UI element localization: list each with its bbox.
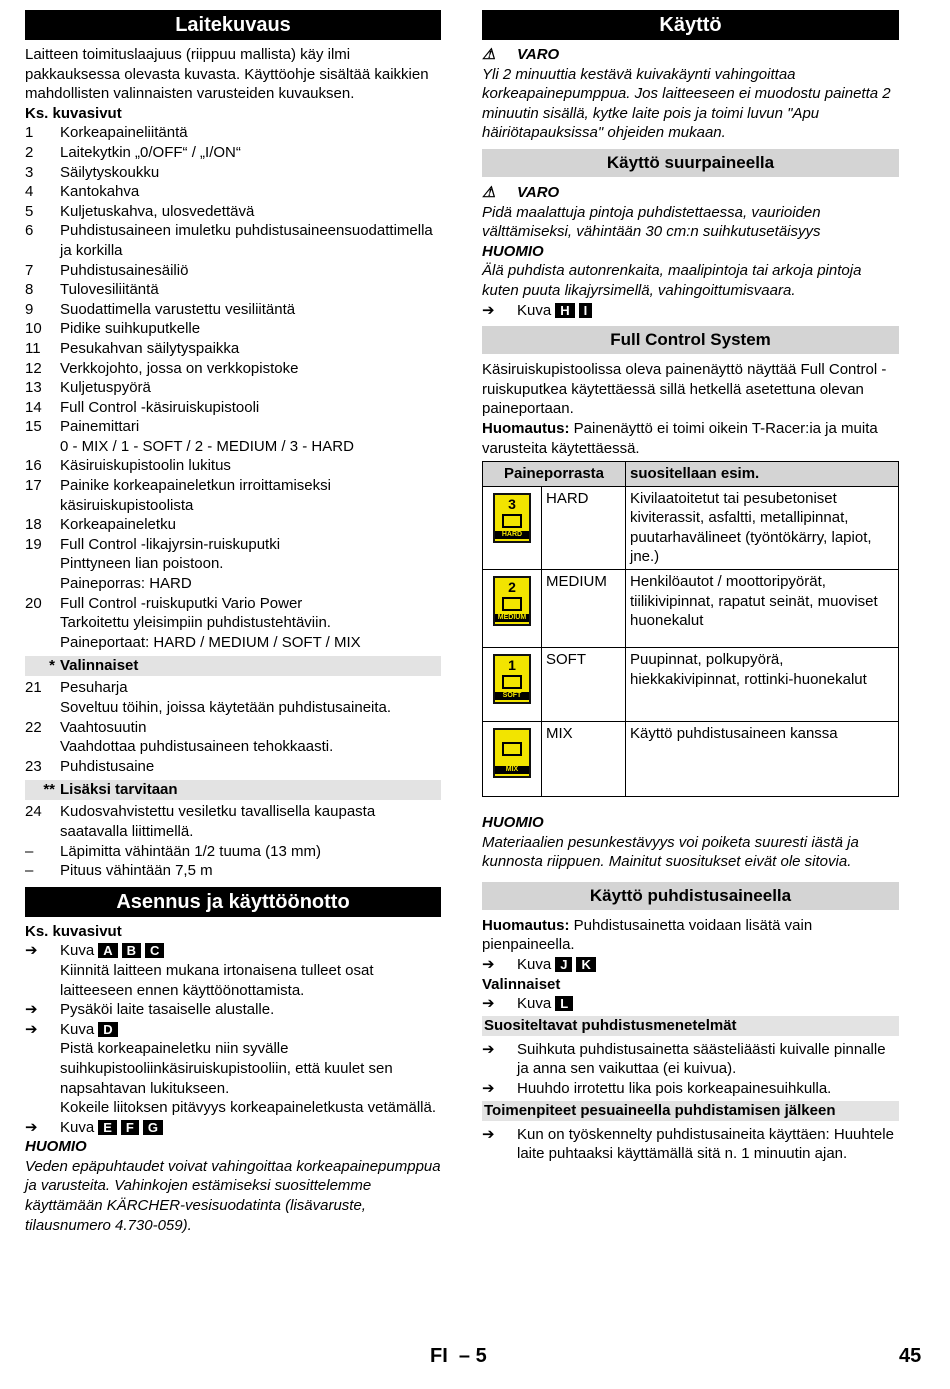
level-description: Henkilöautot / moottoripyörät, tiilikivipinnat, rapatut seinät, muoviset huonekalut [626,570,899,648]
arrow-icon: ➔ [482,1125,495,1143]
warning-label: VARO [517,183,560,201]
arrow-icon: ➔ [482,956,495,974]
item-number: 19 [25,535,42,553]
item-number [25,554,60,574]
item-text: Puhdistusaineen imuletku puhdistusaineensuodattimella ja korkilla [60,222,433,259]
left-column [25,10,441,1235]
item-number: 6 [25,222,34,240]
list-item [25,802,441,841]
item-text: Soveltuu töihin, joissa käytetään puhdistusaineita. [60,699,392,716]
step-text: Pysäköi laite tasaiselle alustalle. [60,1001,275,1019]
item-number: 3 [25,163,34,181]
list-item [25,182,441,202]
right-column [482,10,899,1164]
item-text: Pesuharja [60,679,128,697]
list-item [25,202,441,222]
item-text: Kudosvahvistettu vesiletku tavallisella kaupasta saatavalla liittimellä. [60,803,376,840]
star-marker: * [49,657,55,675]
figure-ref [482,301,899,321]
note-heading: HUOMIO [482,814,544,832]
item-number: 12 [25,359,42,377]
step-text: Kiinnitä laitteen mukana irtonaisena tulleet osat laitteeseen ennen käyttöönottamista. [60,961,374,999]
icon-graphic [502,597,522,611]
item-text: Kantokahva [60,183,140,201]
item-text: Tarkoitettu yleisimpiin puhdistustehtäviin. [60,614,331,632]
list-item [25,554,441,574]
note-text: Materiaalien pesunkestävyys voi poiketa suuresti iästä ja kunnosta riippuen. Mainitut suositukset eivät ole sitovia. [482,833,859,871]
list-item [25,476,441,515]
pressure-hard-icon [493,493,531,543]
figure-key: K [576,957,595,972]
figure-ref [25,941,441,961]
level-description: Puupinnat, polkupyörä, hiekkakivipinnat, rottinki-huonekalut [626,648,899,722]
section-heading: Käyttö suurpaineella [482,149,899,177]
item-text: 0 - MIX / 1 - SOFT / 2 - MEDIUM / 3 - HARD [60,437,354,455]
step [25,1039,441,1098]
optional-list [25,678,441,776]
figure-key: D [98,1022,117,1037]
level-name: SOFT [542,648,626,722]
item-text: Vaahdottaa puhdistusaineen tehokkaasti. [60,738,334,756]
method-item [482,1079,899,1099]
item-text: Full Control -likajyrsin-ruiskuputki [60,535,281,553]
item-text: Painemittari [60,418,140,436]
warning-heading [482,183,899,203]
paragraph [482,916,899,955]
item-number: 15 [25,418,42,436]
item-text: Korkeapaineletku [60,516,176,534]
item-text: Säilytyskoukku [60,163,160,181]
icon-digit: 3 [508,495,516,512]
figure-key: G [143,1120,163,1135]
figure-key: J [555,957,572,972]
item-text: Korkeapaineliitäntä [60,124,188,142]
step [25,1000,441,1020]
item-text: Pesukahvan säilytyspaikka [60,339,240,357]
figure-ref [482,994,899,1014]
item-number: 8 [25,281,34,299]
item-number [25,633,60,653]
arrow-icon: ➔ [482,301,495,319]
item-number: 13 [25,379,42,397]
warning-heading [482,45,899,65]
icon-graphic [502,514,522,528]
list-item [25,594,441,614]
item-number: 21 [25,679,42,697]
item-number [25,437,60,457]
warning-icon: ⚠ [482,46,496,63]
subsection-heading: Suositeltavat puhdistusmenetelmät [482,1016,899,1036]
method-text: Kun on työskennelty puhdistusaineita käyttäen: Huuhtele laite puhtaaksi käyttämällä sitä n. 1 minuutin ajan. [517,1125,894,1163]
figure-label: Kuva [517,956,552,974]
level-description: Kivilaatoitetut tai pesubetoniset kiviterassit, asfaltti, metallipinnat, puutarhavälineet (työntökärry, lapiot, jne.) [626,486,899,569]
list-item [25,535,441,555]
pressure-soft-icon [493,654,531,704]
icon-label: SOFT [495,692,529,700]
list-item [25,842,441,862]
subsection-heading: Toimenpiteet pesuaineella puhdistamisen jälkeen [482,1101,899,1121]
list-item [25,515,441,535]
list-item [25,143,441,163]
list-item [25,359,441,379]
item-text: Paineporras: HARD [60,575,192,593]
item-number: 4 [25,183,34,201]
arrow-icon: ➔ [482,995,495,1013]
table-header: suositellaan esim. [626,462,899,487]
page-number: 45 [899,1345,922,1367]
item-text: Vaahtosuutin [60,718,147,736]
note-text: Puhdistusainetta voidaan lisätä vain pienpaineella. [482,916,813,954]
note-text: Älä puhdista autonrenkaita, maalipintoja tai arkoja pintoja kuten puuta likajyrsimellä, vahingoittumisvaara. [482,262,862,299]
item-number: 1 [25,124,34,142]
item-text: Paineportaat: HARD / MEDIUM / SOFT / MIX [60,633,361,651]
figure-label: Kuva [60,942,95,960]
figure-key: B [122,943,141,958]
arrow-icon: ➔ [25,1020,38,1038]
note-text: Veden epäpuhtaudet voivat vahingoittaa korkeapainepumppua ja varusteita. Vahinkojen estämiseksi suosittelemme käyttämään KÄRCHER-vesisuodatinta (lisävaruste, tilausnumero 4.730-059). [25,1157,441,1234]
item-text: Full Control -käsiruiskupistooli [60,398,260,416]
item-text: Laitekytkin „0/OFF“ / „I/ON“ [60,143,241,161]
item-number: 10 [25,320,42,338]
item-text: Tulovesiliitäntä [60,281,159,299]
section-page: – 5 [458,1345,487,1367]
section-heading: Full Control System [482,326,899,354]
list-item [25,718,441,738]
step-text: Pistä korkeapaineletku niin syvälle suihkupistooliinkäsiruiskupistooliin, että kuulet sen napsahtavan lukitukseen. [60,1040,393,1097]
item-number: 9 [25,300,34,318]
list-item [25,280,441,300]
item-number: 20 [25,594,42,612]
list-item [25,300,441,320]
step [25,1098,441,1118]
list-item [25,737,441,757]
arrow-icon: ➔ [25,1001,38,1019]
icon-cell [483,570,542,648]
optional-label: Valinnaiset [60,657,139,675]
icon-graphic [502,742,522,756]
figure-key: C [145,943,164,958]
figure-ref [25,1118,441,1138]
item-number: 2 [25,143,34,161]
figure-key: H [555,303,574,318]
list-item [25,339,441,359]
footer-lang [430,1347,487,1367]
warning-icon: ⚠ [482,183,496,201]
icon-digit: 2 [508,579,516,596]
item-number: 24 [25,803,42,821]
table-header: Paineporrasta [483,462,626,487]
figure-label: Kuva [60,1020,95,1038]
item-text: Käsiruiskupistoolin lukitus [60,457,231,475]
item-number: 17 [25,477,42,495]
method-text: Suihkuta puhdistusainetta säästeliäästi kuivalle pinnalle ja anna sen vaikuttaa (ei kuivua). [517,1040,886,1078]
note-heading: HUOMIO [25,1138,87,1156]
section-heading: Käyttö puhdistusaineella [482,882,899,910]
list-item [25,319,441,339]
icon-cell [483,648,542,722]
list-item [25,398,441,418]
pressure-mix-icon [493,728,531,778]
note-label: Huomautus: [482,916,570,934]
figure-label: Kuva [517,301,552,319]
step-text: Kokeile liitoksen pitävyys korkeapaineletkusta vetämällä. [60,1099,437,1117]
pressure-medium-icon [493,576,531,626]
required-header [25,780,441,800]
item-text: Pituus vähintään 7,5 m [60,862,213,880]
icon-cell [483,486,542,569]
figure-key: I [579,303,593,318]
see-pages: Ks. kuvasivut [25,922,122,940]
required-list [25,802,441,880]
arrow-icon: ➔ [482,1080,495,1097]
list-item [25,163,441,183]
item-number [25,613,60,633]
table-row [483,570,899,648]
paragraph [482,419,899,458]
warning-text: Yli 2 minuuttia kestävä kuivakäynti vahingoittaa korkeapainepumppua. Jos laitteeseen ei muodostu painetta 2 minuutin sisällä, kytke laite pois ja toimi luvun "Apu häiriötapauksissa" ohjeiden mukaan. [482,65,891,142]
list-item [25,456,441,476]
table-row [483,486,899,569]
item-number [25,737,60,757]
item-text: Pidike suihkuputkelle [60,320,201,338]
item-text: Puhdistusainesäiliö [60,261,189,279]
list-item [25,613,441,633]
icon-label: MEDIUM [495,614,529,622]
list-item [25,417,441,437]
optional-label: Valinnaiset [482,975,561,993]
item-number: – [25,862,34,880]
icon-graphic [502,675,522,689]
figure-key: L [555,996,573,1011]
method-item [482,1125,899,1164]
star-marker: ** [43,781,55,799]
figure-key: E [98,1120,117,1135]
list-item [25,678,441,698]
figure-label: Kuva [517,995,552,1013]
figure-key: A [98,943,117,958]
icon-label: HARD [495,531,529,539]
list-item [25,378,441,398]
section-heading: Asennus ja käyttöönotto [25,887,441,917]
section-heading: Käyttö [482,10,899,40]
see-pages: Ks. kuvasivut [25,104,122,122]
item-number [25,574,60,594]
item-number: 7 [25,261,34,279]
warning-text: Pidä maalattuja pintoja puhdistettaessa, vaurioiden välttämiseksi, vähintään 30 cm:n suihkutusetäisyys [482,203,821,241]
note-heading: HUOMIO [482,242,544,260]
figure-ref [482,955,899,975]
item-text: Suodattimella varustettu vesiliitäntä [60,300,296,318]
warning-label: VARO [517,46,560,63]
item-number: 18 [25,516,42,534]
level-name: HARD [542,486,626,569]
pressure-table [482,461,899,797]
method-item [482,1040,899,1079]
item-number: 23 [25,757,42,775]
item-text: Pinttyneen lian poistoon. [60,555,224,573]
item-number: 11 [25,339,41,357]
item-number: 22 [25,718,42,736]
paragraph: Käsiruiskupistoolissa oleva painenäyttö näyttää Full Control -ruiskuputkea käytettäessä sillä hetkellä asetettuna olevan paineportaan. [482,361,887,418]
item-number: 16 [25,457,42,475]
table-row [483,722,899,797]
icon-cell [483,722,542,797]
item-text: Kuljetuspyörä [60,379,151,397]
list-item [25,123,441,143]
list-item [25,221,441,260]
required-label: Lisäksi tarvitaan [60,781,178,799]
item-text: Verkkojohto, jossa on verkkopistoke [60,359,299,377]
list-item [25,861,441,881]
optional-header [25,656,441,676]
item-number: – [25,842,34,860]
note-label: Huomautus: [482,419,570,437]
figure-ref [25,1020,441,1040]
step [25,961,441,1000]
section-heading: Laitekuvaus [25,10,441,40]
item-number: 5 [25,202,34,220]
list-item [25,437,441,457]
item-number [25,698,60,718]
arrow-icon: ➔ [25,942,38,960]
note-text: Painenäyttö ei toimi oikein T-Racer:ia ja muita varusteita käytettäessä. [482,419,878,457]
list-item [25,261,441,281]
level-name: MIX [542,722,626,797]
item-text: Full Control -ruiskuputki Vario Power [60,594,303,612]
method-text: Huuhdo irrotettu lika pois korkeapainesuihkulla. [517,1080,832,1097]
arrow-icon: ➔ [25,1118,38,1136]
item-text: Kuljetuskahva, ulosvedettävä [60,202,255,220]
item-number: 14 [25,398,42,416]
icon-label: MIX [495,766,529,774]
intro-text: Laitteen toimituslaajuus (riippuu mallista) käy ilmi pakkauksessa olevasta kuvasta. Käyttöohje sisältää kaikkien mahdollisten valinnaisten varusteiden kuvauksen. [25,46,429,103]
arrow-icon: ➔ [482,1040,495,1058]
icon-digit: 1 [508,657,516,674]
level-name: MEDIUM [542,570,626,648]
language-code: FI [430,1345,448,1367]
list-item [25,757,441,777]
item-text: Läpimitta vähintään 1/2 tuuma (13 mm) [60,842,321,860]
table-row [483,648,899,722]
level-description: Käyttö puhdistusaineen kanssa [626,722,899,797]
parts-list [25,123,441,652]
list-item [25,633,441,653]
item-text: Painike korkeapaineletkun irroittamiseksi käsiruiskupistoolista [60,477,331,514]
list-item [25,698,441,718]
figure-label: Kuva [60,1118,95,1136]
list-item [25,574,441,594]
item-text: Puhdistusaine [60,757,155,775]
figure-key: F [121,1120,139,1135]
